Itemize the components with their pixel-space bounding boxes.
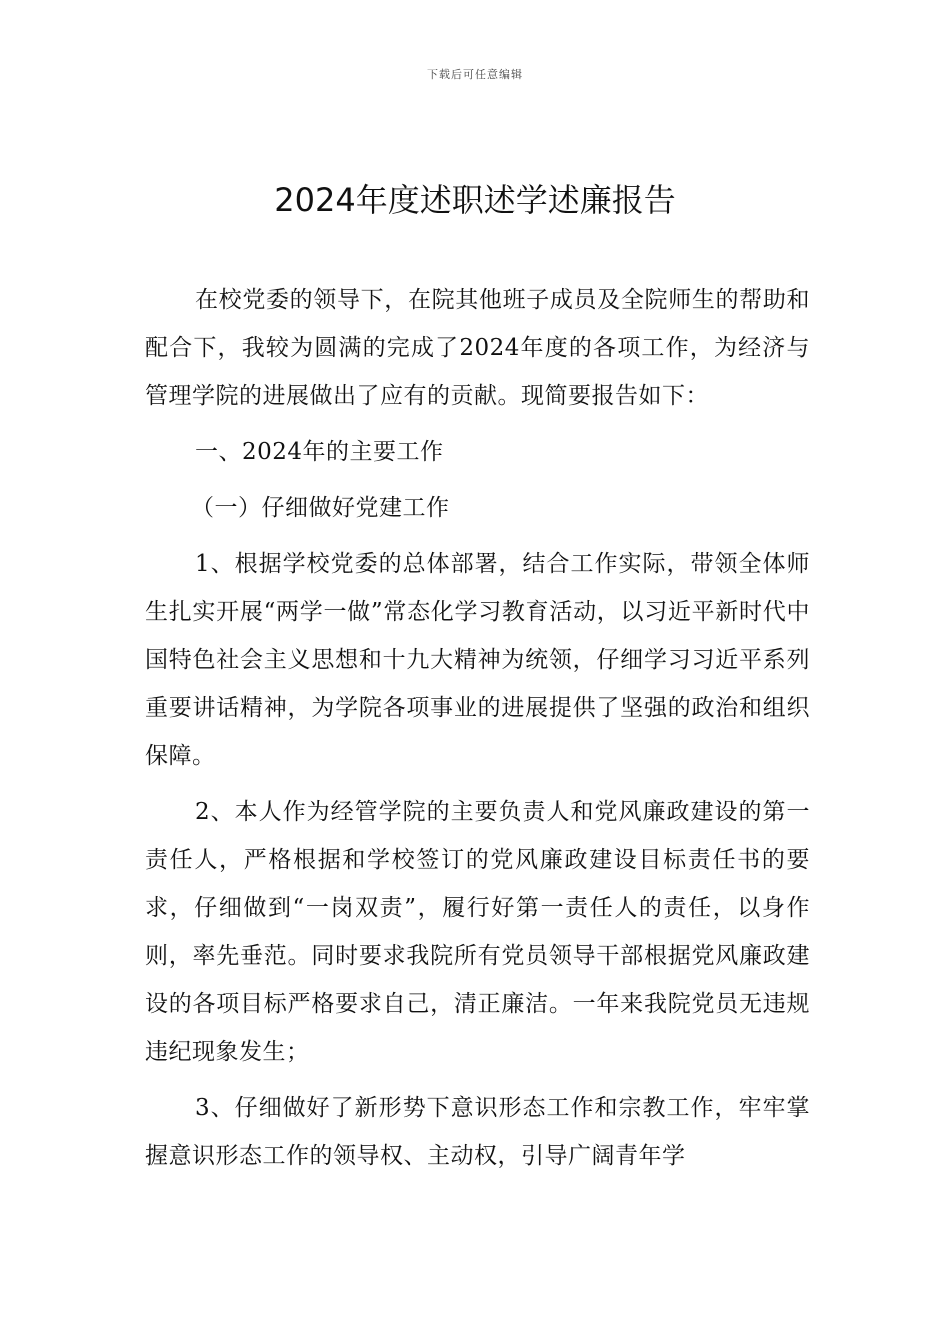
paragraph-intro: 在校党委的领导下，在院其他班子成员及全院师生的帮助和配合下，我较为圆满的完成了2024年度的各项工作，为经济与管理学院的进展做出了应有的贡献。现简要报告如下： [145, 287, 810, 409]
paragraph-item-2: 2、本人作为经管学院的主要负责人和党风廉政建设的第一责任人，严格根据和学校签订的党风廉政建设目标责任书的要求，仔细做到“一岗双责”，履行好第一责任人的责任，以身作则，率先垂范。同时要求我院所有党员领导干部根据党风廉政建设的各项目标严格要求自己，清正廉洁。一年来我院党员无违规违纪现象发生； [145, 799, 810, 1065]
section-heading: 一、2024年的主要工作 [195, 439, 444, 465]
paragraph-item-3: 3、仔细做好了新形势下意识形态工作和宗教工作，牢牢掌握意识形态工作的领导权、主动权，引导广阔青年学 [145, 1095, 810, 1169]
header-note: 下载后可任意编辑 [427, 68, 523, 81]
subsection-heading: （一）仔细做好党建工作 [191, 495, 450, 521]
document-body [145, 276, 810, 1188]
paragraph-item-1: 1、根据学校党委的总体部署，结合工作实际，带领全体师生扎实开展“两学一做”常态化学习教育活动，以习近平新时代中国特色社会主义思想和十九大精神为统领，仔细学习习近平系列重要讲话精神，为学院各项事业的进展提供了坚强的政治和组织保障。 [145, 551, 810, 769]
document-title: 2024年度述职述学述廉报告 [274, 181, 676, 219]
